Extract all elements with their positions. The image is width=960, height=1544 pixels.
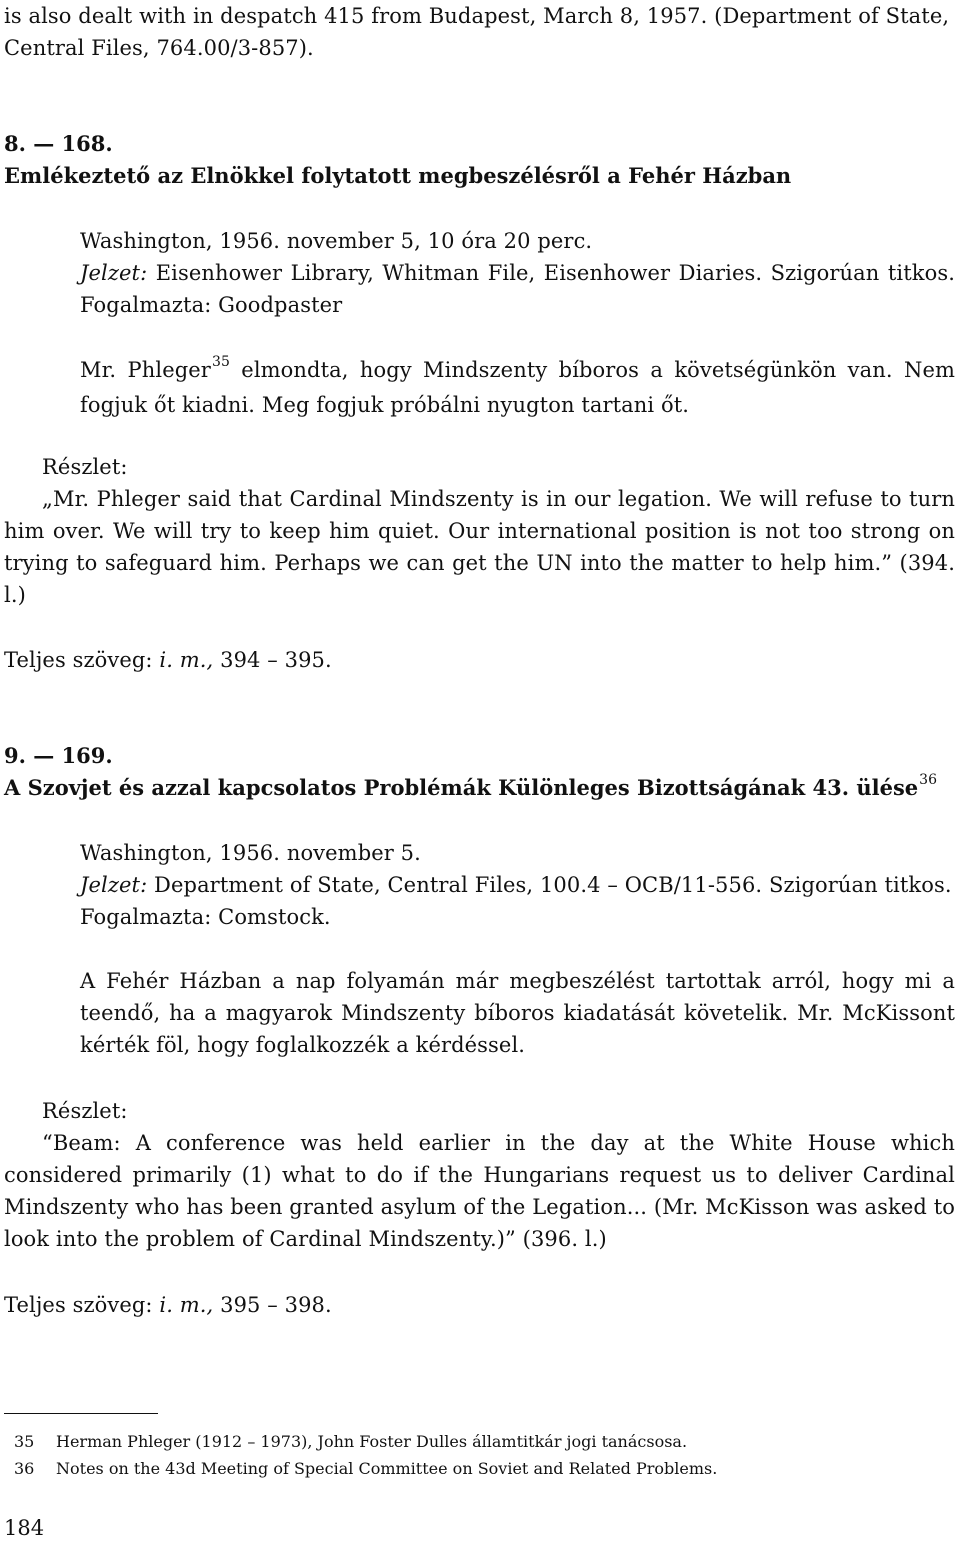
doc8-date: Washington, 1956. november 5, 10 óra 20 perc. [80, 229, 593, 253]
full-text-label: Teljes szöveg: [4, 1293, 160, 1317]
full-text-pages: 394 – 395. [213, 648, 332, 672]
jelzet-label: Jelzet: [80, 873, 148, 897]
para-before: Mr. Phleger [80, 358, 211, 382]
doc9-title-text: A Szovjet és azzal kapcsolatos Problémák Különleges Bizottságának 43. ülése [4, 775, 919, 800]
doc9-jelzet [80, 869, 956, 901]
doc8-full-text [4, 644, 956, 676]
doc9-reszlet-label: Részlet: [42, 1099, 128, 1123]
footnote-text: Herman Phleger (1912 – 1973), John Foster Dulles államtitkár jogi tanácsosa. [56, 1432, 688, 1451]
doc8-excerpt: „Mr. Phleger said that Cardinal Mindszenty is in our legation. We will refuse to turn him over. We will try to keep him quiet. Our international position is not too strong on trying to safeguard him. Perhaps we can get the UN into the matter to help him.” (394. l.) [4, 487, 955, 607]
doc9-date: Washington, 1956. november 5. [80, 841, 421, 865]
footnote-ref-35: 35 [211, 354, 230, 370]
jelzet-text: Department of State, Central Files, 100.4 – OCB/11-556. Szigorúan titkos. [147, 873, 952, 897]
full-text-pages: 395 – 398. [213, 1293, 332, 1317]
jelzet-text: Eisenhower Library, Whitman File, Eisenhower Diaries. Szigorúan titkos. Fogalmazta: Goodpaster [80, 261, 955, 317]
full-text-label: Teljes szöveg: [4, 648, 160, 672]
full-text-ref: i. m., [159, 648, 214, 672]
footnote-ref-36: 36 [919, 772, 937, 788]
footnote-35 [14, 1428, 956, 1455]
footnote-number: 35 [14, 1432, 35, 1451]
doc9-paragraph: A Fehér Házban a nap folyamán már megbeszélést tartottak arról, hogy mi a teendő, ha a magyarok Mindszenty bíboros kiadatását követelik. Mr. McKissont kérték föl, hogy foglalkozzék a kérdéssel. [80, 969, 955, 1057]
doc8-title: Emlékeztető az Elnökkel folytatott megbeszélésről a Fehér Házban [4, 163, 792, 188]
full-text-ref: i. m., [159, 1293, 214, 1317]
page-number: 184 [4, 1516, 45, 1540]
doc9-full-text [4, 1289, 956, 1321]
doc8-reszlet-label: Részlet: [42, 455, 128, 479]
intro-line-1: is also dealt with in despatch 415 from Budapest, March 8, 1957. (Department of State, [4, 4, 950, 28]
footnote-rule [4, 1413, 158, 1414]
jelzet-label: Jelzet: [80, 261, 148, 285]
doc9-excerpt: “Beam: A conference was held earlier in the day at the White House which considered primarily (1) what to do if the Hungarians request us to deliver Cardinal Mindszenty who has been granted asylum of the Legation... (Mr. McKisson was asked to look into the problem of Cardinal Mindszenty.)” (396. l.) [4, 1131, 955, 1251]
footnote-number: 36 [14, 1459, 35, 1478]
doc9-number: 9. — 169. [4, 743, 113, 768]
doc9-title [4, 772, 956, 807]
footnote-text: Notes on the 43d Meeting of Special Committee on Soviet and Related Problems. [56, 1459, 718, 1478]
doc8-number: 8. — 168. [4, 131, 113, 156]
para-after: elmondta, hogy Mindszenty bíboros a követségünkön van. Nem fogjuk őt kiadni. Meg fogjuk próbálni nyugton tartani őt. [80, 358, 955, 417]
doc8-jelzet [80, 257, 955, 321]
intro-line-2: Central Files, 764.00/3-857). [4, 36, 314, 60]
footnote-36 [14, 1455, 956, 1482]
doc8-paragraph [80, 354, 955, 421]
doc9-drafted: Fogalmazta: Comstock. [80, 905, 331, 929]
